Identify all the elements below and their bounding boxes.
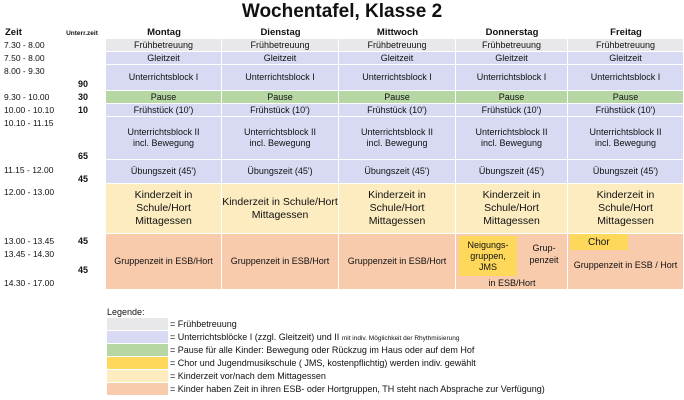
unterrichtszeit-value: 45: [77, 265, 88, 275]
header-day-montag: Montag: [147, 27, 181, 38]
time-label: 7.30 - 8.00: [4, 40, 45, 50]
cell-fruehstueck: Frühstück (10'): [222, 104, 339, 117]
cell-uebungszeit: Übungszeit (45'): [568, 160, 684, 184]
cell-pause: Pause: [456, 91, 568, 104]
kinderzeit-line1: Kinderzeit in: [482, 189, 541, 201]
cell-gruppenzeit: Gruppenzeit in ESB/Hort: [339, 234, 456, 290]
cell-unterrichtsblock-2: [106, 117, 222, 160]
cell-uebungszeit: Übungszeit (45'): [339, 160, 456, 184]
cell-unterrichtsblock-1: Unterrichtsblock I: [222, 65, 339, 91]
kinderzeit-line3: Mittagessen: [597, 215, 654, 227]
cell-gleitzeit: Gleitzeit: [568, 52, 684, 65]
time-label: 13.45 - 14.30: [4, 249, 55, 259]
cell-gruppenzeit: Gruppenzeit in ESB/Hort: [222, 234, 339, 290]
unterrichtszeit-value: 10: [77, 105, 88, 115]
cell-unterrichtsblock-1: Unterrichtsblock I: [456, 65, 568, 91]
cell-fruehbetreuung: Frühbetreuung: [568, 39, 684, 52]
cell-neigungsgruppen: [459, 236, 517, 276]
block2-line1: Unterrichtsblock II: [360, 127, 434, 137]
kinderzeit-line2: Schule/Hort: [484, 202, 539, 214]
unterrichtszeit-value: 90: [77, 79, 88, 89]
block2-line1: Unterrichtsblock II: [475, 127, 548, 137]
cell-unterrichtsblock-2: [456, 117, 568, 160]
time-label: 10.10 - 11.15: [4, 118, 54, 128]
cell-fruehstueck: Frühstück (10'): [106, 104, 222, 117]
cell-fruehbetreuung: Frühbetreuung: [456, 39, 568, 52]
cell-unterrichtsblock-1: Unterrichtsblock I: [568, 65, 684, 91]
kinderzeit-line2: Mittagessen: [251, 208, 309, 221]
time-label: 9.30 - 10.00: [4, 92, 50, 102]
legend-title: Legende:: [107, 307, 145, 317]
cell-unterrichtsblock-1: Unterrichtsblock I: [106, 65, 222, 91]
cell-pause: Pause: [339, 91, 456, 104]
unterrichtszeit-value: 65: [77, 151, 88, 161]
time-label: 11.15 - 12.00: [4, 165, 54, 175]
cell-kinderzeit: [568, 184, 684, 234]
kinderzeit-line3: Mittagessen: [368, 215, 426, 227]
cell-gleitzeit: Gleitzeit: [339, 52, 456, 65]
cell-fruehbetreuung: Frühbetreuung: [222, 39, 339, 52]
cell-unterrichtsblock-2: [339, 117, 456, 160]
legend-swatch: [107, 344, 168, 356]
legend-text: = Frühbetreuung: [170, 319, 237, 329]
header-unterrichtszeit: Unterr.zeit: [66, 30, 98, 37]
cell-gleitzeit: Gleitzeit: [456, 52, 568, 65]
cell-pause: Pause: [222, 91, 339, 104]
header-zeit: Zeit: [5, 27, 22, 38]
cell-kinderzeit: [339, 184, 456, 234]
kinderzeit-line1: Kinderzeit in: [134, 189, 193, 201]
kinderzeit-line1: Kinderzeit in: [368, 189, 426, 201]
block2-line2: incl. Bewegung: [480, 138, 543, 148]
header-day-freitag: Freitag: [610, 27, 642, 38]
time-label: 14.30 - 17.00: [4, 278, 55, 288]
kinderzeit-line3: Mittagessen: [135, 215, 192, 227]
cell-uebungszeit: Übungszeit (45'): [456, 160, 568, 184]
legend-swatch: [107, 331, 168, 343]
cell-pause: Pause: [106, 91, 222, 104]
block2-line1: Unterrichtsblock II: [243, 127, 317, 137]
cell-gruppenzeit: Gruppenzeit in ESB/Hort: [106, 234, 222, 290]
cell-gleitzeit: Gleitzeit: [106, 52, 222, 65]
cell-fruehstueck: Frühstück (10'): [456, 104, 568, 117]
header-day-donnerstag: Donnerstag: [485, 27, 539, 38]
time-label: 7.50 - 8.00: [4, 53, 45, 63]
neigungs-line1: Neigungs-: [467, 239, 509, 250]
cell-uebungszeit: Übungszeit (45'): [222, 160, 339, 184]
cell-pause: Pause: [568, 91, 684, 104]
cell-unterrichtsblock-2: [222, 117, 339, 160]
cell-gleitzeit: Gleitzeit: [222, 52, 339, 65]
cell-chor: Chor: [570, 234, 628, 250]
time-label: 10.00 - 10.10: [4, 105, 55, 115]
block2-line1: Unterrichtsblock II: [127, 127, 200, 137]
legend-swatch: [107, 357, 168, 369]
kinderzeit-line2: Schule/Hort: [136, 202, 191, 214]
block2-line1: Unterrichtsblock II: [589, 127, 662, 137]
gruppen-line1: Grup-: [532, 243, 556, 253]
cell-unterrichtsblock-2: [568, 117, 684, 160]
legend-swatch: [107, 383, 168, 395]
legend-text-small: mit indiv. Möglichkeit der Rhythmisierung: [341, 335, 460, 342]
kinderzeit-line1: Kinderzeit in Schule/Hort: [222, 195, 338, 208]
cell-kinderzeit: [456, 184, 568, 234]
cell-fruehstueck: Frühstück (10'): [568, 104, 684, 117]
kinderzeit-line2: Schule/Hort: [598, 202, 653, 214]
kinderzeit-line3: Mittagessen: [483, 215, 540, 227]
legend-text-main: = Unterrichtsblöcke I (zzgl. Gleitzeit) und II: [170, 332, 340, 342]
unterrichtszeit-value: 45: [77, 236, 88, 246]
neigungs-line2: gruppen,: [470, 250, 506, 261]
unterrichtszeit-value: 45: [77, 174, 88, 184]
cell-fruehbetreuung: Frühbetreuung: [106, 39, 222, 52]
legend-text: = Kinder haben Zeit in ihren ESB- oder Hortgruppen, TH steht nach Absprache zur Verfügung): [170, 384, 545, 394]
legend-text: [170, 331, 459, 345]
esb-hort-label: in ESB/Hort: [488, 278, 536, 288]
legend-text: = Chor und Jugendmusikschule ( JMS, kostenpflichtig) werden indiv. gewählt: [170, 358, 476, 368]
page-title: Wochentafel, Klasse 2: [241, 1, 443, 22]
cell-kinderzeit: [106, 184, 222, 234]
legend-swatch: [107, 370, 168, 382]
cell-unterrichtsblock-1: Unterrichtsblock I: [339, 65, 456, 91]
kinderzeit-line1: Kinderzeit in: [596, 189, 655, 201]
cell-fruehstueck: Frühstück (10'): [339, 104, 456, 117]
block2-line2: incl. Bewegung: [366, 138, 428, 148]
gruppen-line2: penzeit: [529, 255, 559, 265]
cell-gruppenzeit: Gruppenzeit in ESB / Hort: [568, 234, 684, 290]
block2-line2: incl. Bewegung: [249, 138, 311, 148]
legend-swatch: [107, 318, 168, 330]
header-day-dienstag: Dienstag: [260, 27, 301, 38]
neigungs-line3: JMS: [479, 261, 497, 272]
header-day-mittwoch: Mittwoch: [376, 27, 419, 38]
time-label: 13.00 - 13.45: [4, 236, 55, 246]
cell-uebungszeit: Übungszeit (45'): [106, 160, 222, 184]
gruppenzeit-split: [522, 242, 566, 266]
block2-line2: incl. Bewegung: [132, 138, 195, 148]
cell-kinderzeit: [222, 184, 339, 234]
unterrichtszeit-value: 30: [77, 92, 88, 102]
time-label: 8.00 - 9.30: [4, 66, 45, 76]
time-label: 12.00 - 13.00: [4, 187, 55, 197]
legend-text: = Pause für alle Kinder: Bewegung oder Rückzug im Haus oder auf dem Hof: [170, 345, 475, 355]
legend-text: = Kinderzeit vor/nach dem Mittagessen: [170, 371, 326, 381]
cell-fruehbetreuung: Frühbetreuung: [339, 39, 456, 52]
block2-line2: incl. Bewegung: [594, 138, 657, 148]
kinderzeit-line2: Schule/Hort: [369, 202, 425, 214]
